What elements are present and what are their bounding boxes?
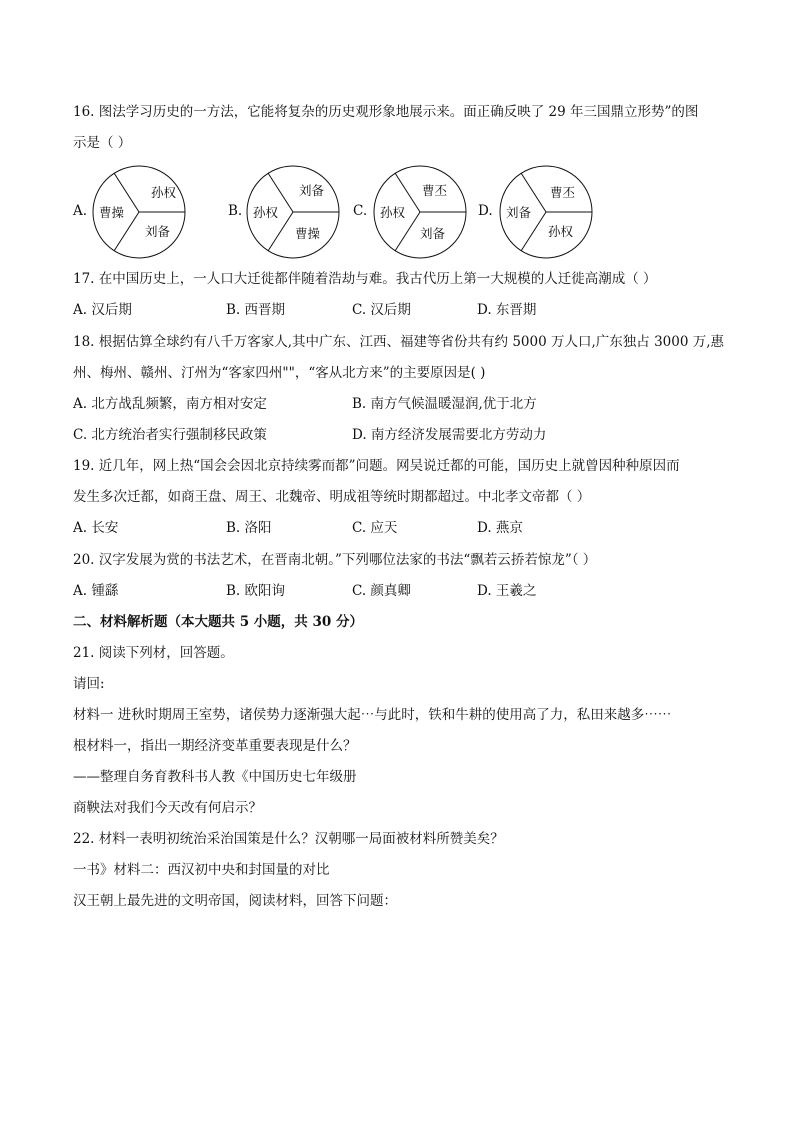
pie-label-left: 刘备	[506, 205, 532, 220]
pie-label-bottom-right: 曹操	[295, 226, 321, 241]
pie-label-top-right: 曹丕	[422, 183, 448, 198]
q17-options	[73, 301, 733, 319]
q20-option-d[interactable]: D. 王羲之	[477, 583, 537, 599]
q22-line-1: 22. 材料一表明初统治采治国策是什么？汉朝哪一局面被材料所赞美矣？	[73, 831, 504, 847]
q18-options-row-2	[73, 426, 733, 444]
q16-option-b[interactable]	[228, 165, 348, 260]
q19-option-c[interactable]: C. 应天	[352, 520, 398, 536]
section-2-heading: 二、材料解析题（本大题共 5 小题，共 30 分）	[73, 614, 363, 630]
q20-option-a[interactable]: A. 锺繇	[73, 583, 119, 599]
q17-option-c[interactable]: C. 汉后期	[352, 302, 411, 318]
q18-option-c[interactable]: C. 北方统治者实行强制移民政策	[73, 427, 267, 443]
pie-label-top-right: 孙权	[151, 185, 177, 200]
q17-line-1: 17. 在中国历史上，一人口大迁徙都伴随着浩劫与难。我古代历上第一大规模的人迁徙高潮成（ ）	[73, 271, 657, 287]
pie-diagram-c	[372, 165, 468, 260]
q18-line-1: 18. 根据估算全球约有八千万客家人,其中广东、江西、福建等省份共有约 5000 万人口,广东独占 3000 万,惠	[73, 334, 725, 350]
q20-line-1: 20. 汉字发展为赏的书法艺术，在晋南北朝。”下列哪位法家的书法“飘若云挢若惊龙”（ ）	[73, 552, 597, 568]
q22-line-2: 一书》材料二：西汉初中央和封国量的对比	[73, 862, 330, 878]
q20-option-b[interactable]: B. 欧阳询	[226, 583, 286, 599]
q16-option-a[interactable]	[73, 165, 193, 260]
q16-line-1: 16. 图法学习历史的一方法，它能将复杂的历史观形象地展示来。面正确反映了 29 年三国鼎立形势”的图	[73, 104, 699, 120]
q19-line-2: 发生多次迁都，如商王盘、周王、北魏帝、明成祖等统时期都超过。中北孝文帝都（ ）	[73, 489, 591, 505]
q19-option-b[interactable]: B. 洛阳	[226, 520, 272, 536]
q22-line-3: 汉王朝上最先进的文明帝国，阅读材料，回答下问题：	[73, 893, 397, 909]
q17-option-a[interactable]: A. 汉后期	[73, 302, 132, 318]
pie-label-bottom-right: 孙权	[548, 224, 574, 239]
q19-option-d[interactable]: D. 燕京	[477, 520, 523, 536]
q18-option-a[interactable]: A. 北方战乱频繁，南方相对安定	[73, 396, 267, 412]
pie-label-bottom-right: 刘备	[145, 224, 171, 239]
q16-option-c[interactable]	[353, 165, 473, 260]
pie-label-left: 曹操	[99, 205, 125, 220]
q18-options-row-1	[73, 395, 733, 413]
q18-line-2: 州、梅州、赣州、汀州为“客家四州""，“客从北方来”的主要原因是( )	[73, 365, 486, 381]
pie-label-top-right: 刘备	[299, 183, 325, 198]
q18-option-d[interactable]: D. 南方经济发展需要北方劳动力	[352, 427, 547, 443]
q16-line-2: 示是（ ）	[73, 135, 132, 151]
pie-label-left: 孙权	[380, 205, 406, 220]
pie-label-bottom-right: 刘备	[420, 226, 446, 241]
q17-option-d[interactable]: D. 东晋期	[477, 302, 537, 318]
q17-option-b[interactable]: B. 西晋期	[226, 302, 286, 318]
pie-diagram-a	[91, 165, 187, 260]
pie-label-top-right: 曹丕	[550, 185, 576, 200]
q19-line-1: 19. 近几年，网上热“国会会因北京持续雾而都”问题。网吴说迁都的可能，国历史上就曾因种种原因而	[73, 458, 680, 474]
option-letter: B.	[228, 203, 243, 219]
q21-line-1: 21. 阅读下列材，回答题。	[73, 645, 234, 661]
q18-option-b[interactable]: B. 南方气候温暖湿润,优于北方	[352, 396, 537, 412]
option-letter: C.	[353, 203, 368, 219]
q20-options	[73, 582, 733, 600]
q20-option-c[interactable]: C. 颜真卿	[352, 583, 411, 599]
q16-option-d[interactable]	[478, 165, 598, 260]
option-letter: D.	[478, 203, 493, 219]
q19-option-a[interactable]: A. 长安	[73, 520, 119, 536]
option-letter: A.	[73, 203, 88, 219]
q21-line-2: 请回:	[73, 676, 105, 692]
pie-diagram-d	[498, 165, 594, 260]
q16-diagram-options	[73, 165, 733, 260]
q21-source: ——整理自务育教科书人教《中国历史七年级册	[73, 769, 357, 785]
q21-question-1: 根材料一，指出一期经济变革重要表现是什么？	[73, 738, 357, 754]
pie-diagram-b	[245, 165, 341, 260]
q21-material-1: 材料一 进秋时期周王室势，诸侯势力逐渐强大起⋯与此时，铁和牛耕的使用高了力，私田来越多⋯⋯	[73, 707, 672, 723]
pie-label-left: 孙权	[253, 205, 279, 220]
q19-options	[73, 519, 733, 537]
q21-question-2: 商鞅法对我们今天改有何启示？	[73, 800, 262, 816]
